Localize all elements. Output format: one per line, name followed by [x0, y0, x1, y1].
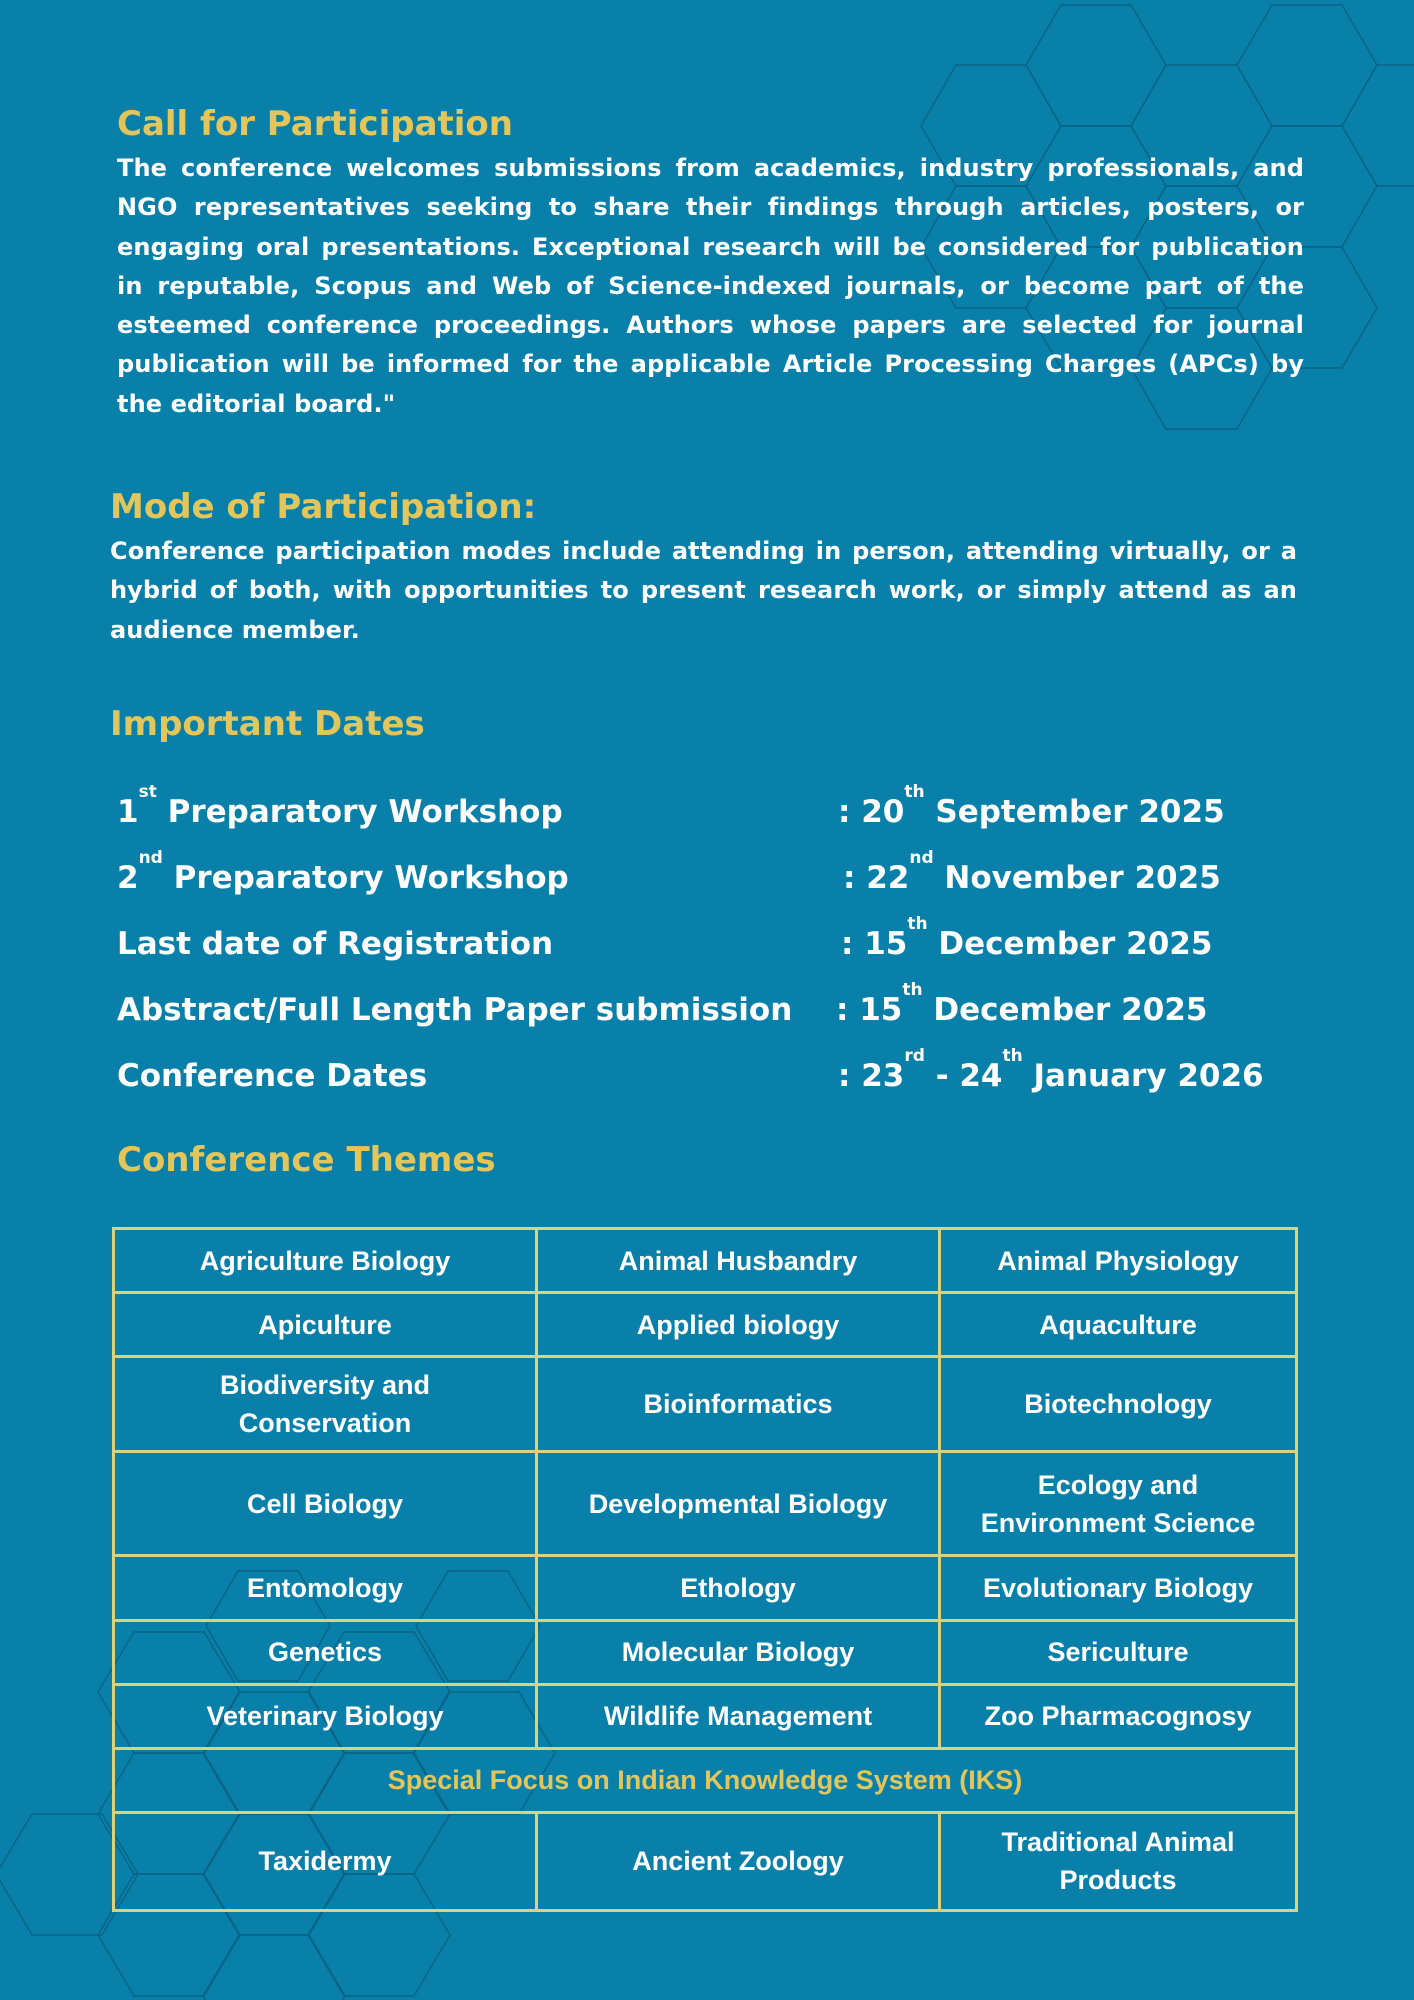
date-value: : 20th September 2025 — [838, 782, 1225, 830]
theme-cell: Apiculture — [114, 1293, 537, 1357]
table-row-special-focus — [114, 1748, 1297, 1812]
theme-cell: Biodiversity and Conservation — [114, 1357, 537, 1452]
date-row-preparatory-workshop-2 — [117, 848, 1317, 902]
theme-cell: Agriculture Biology — [114, 1229, 537, 1293]
theme-cell: Biotechnology — [940, 1357, 1297, 1452]
theme-cell: Cell Biology — [114, 1452, 537, 1556]
theme-cell: Ecology and Environment Science — [940, 1452, 1297, 1556]
date-row-registration-deadline — [117, 914, 1317, 968]
date-value: : 15th December 2025 — [841, 914, 1213, 962]
call-for-participation-body: The conference welcomes submissions from academics, industry professionals, and NGO representatives seeking to share their findings through articles, posters, or engaging oral presentations. Exceptional research will be considered for publication in reputable, Scopus and Web of Science-indexed journals, or become part of the esteemed conference proceedings. Authors whose papers are selected for journal publication will be informed for the applicable Article Processing Charges (APCs) by the editorial board." — [117, 154, 1304, 418]
theme-cell: Veterinary Biology — [114, 1684, 537, 1748]
theme-cell: Zoo Pharmacognosy — [940, 1684, 1297, 1748]
date-row-paper-submission — [117, 980, 1317, 1034]
theme-cell: Animal Husbandry — [537, 1229, 940, 1293]
theme-cell: Applied biology — [537, 1293, 940, 1357]
date-label: Conference Dates — [117, 1058, 428, 1094]
theme-cell: Entomology — [114, 1556, 537, 1620]
table-row — [114, 1684, 1297, 1748]
theme-cell: Developmental Biology — [537, 1452, 940, 1556]
important-dates-heading: Important Dates — [110, 704, 425, 744]
table-row — [114, 1620, 1297, 1684]
theme-cell: Ethology — [537, 1556, 940, 1620]
table-row — [114, 1812, 1297, 1910]
theme-cell: Ancient Zoology — [537, 1812, 940, 1910]
theme-cell: Sericulture — [940, 1620, 1297, 1684]
table-row — [114, 1293, 1297, 1357]
table-row — [114, 1452, 1297, 1556]
mode-of-participation-heading: Mode of Participation: — [110, 487, 537, 527]
themes-table — [112, 1227, 1298, 1912]
special-focus-iks-label: Special Focus on Indian Knowledge System (IKS) — [114, 1748, 1297, 1812]
theme-cell: Animal Physiology — [940, 1229, 1297, 1293]
theme-cell: Aquaculture — [940, 1293, 1297, 1357]
theme-cell: Evolutionary Biology — [940, 1556, 1297, 1620]
date-label: 2nd Preparatory Workshop — [117, 848, 569, 896]
date-value: : 15th December 2025 — [836, 980, 1208, 1028]
theme-cell: Wildlife Management — [537, 1684, 940, 1748]
call-for-participation-heading: Call for Participation — [117, 104, 513, 144]
date-value: : 23rd - 24th January 2026 — [838, 1046, 1264, 1094]
date-row-conference-dates — [117, 1046, 1317, 1100]
date-label: Last date of Registration — [117, 926, 554, 962]
theme-cell: Molecular Biology — [537, 1620, 940, 1684]
mode-of-participation-body: Conference participation modes include attending in person, attending virtually, or a hybrid of both, with opportunities to present research work, or simply attend as an audience member. — [110, 537, 1297, 644]
date-row-preparatory-workshop-1 — [117, 782, 1317, 836]
date-label: Abstract/Full Length Paper submission — [117, 992, 793, 1028]
theme-cell: Genetics — [114, 1620, 537, 1684]
date-value: : 22nd November 2025 — [843, 848, 1221, 896]
theme-cell: Traditional Animal Products — [940, 1812, 1297, 1910]
table-row — [114, 1229, 1297, 1293]
table-row — [114, 1357, 1297, 1452]
theme-cell: Taxidermy — [114, 1812, 537, 1910]
theme-cell: Bioinformatics — [537, 1357, 940, 1452]
table-row — [114, 1556, 1297, 1620]
conference-themes-heading: Conference Themes — [117, 1140, 496, 1180]
date-label: 1st Preparatory Workshop — [117, 782, 563, 830]
